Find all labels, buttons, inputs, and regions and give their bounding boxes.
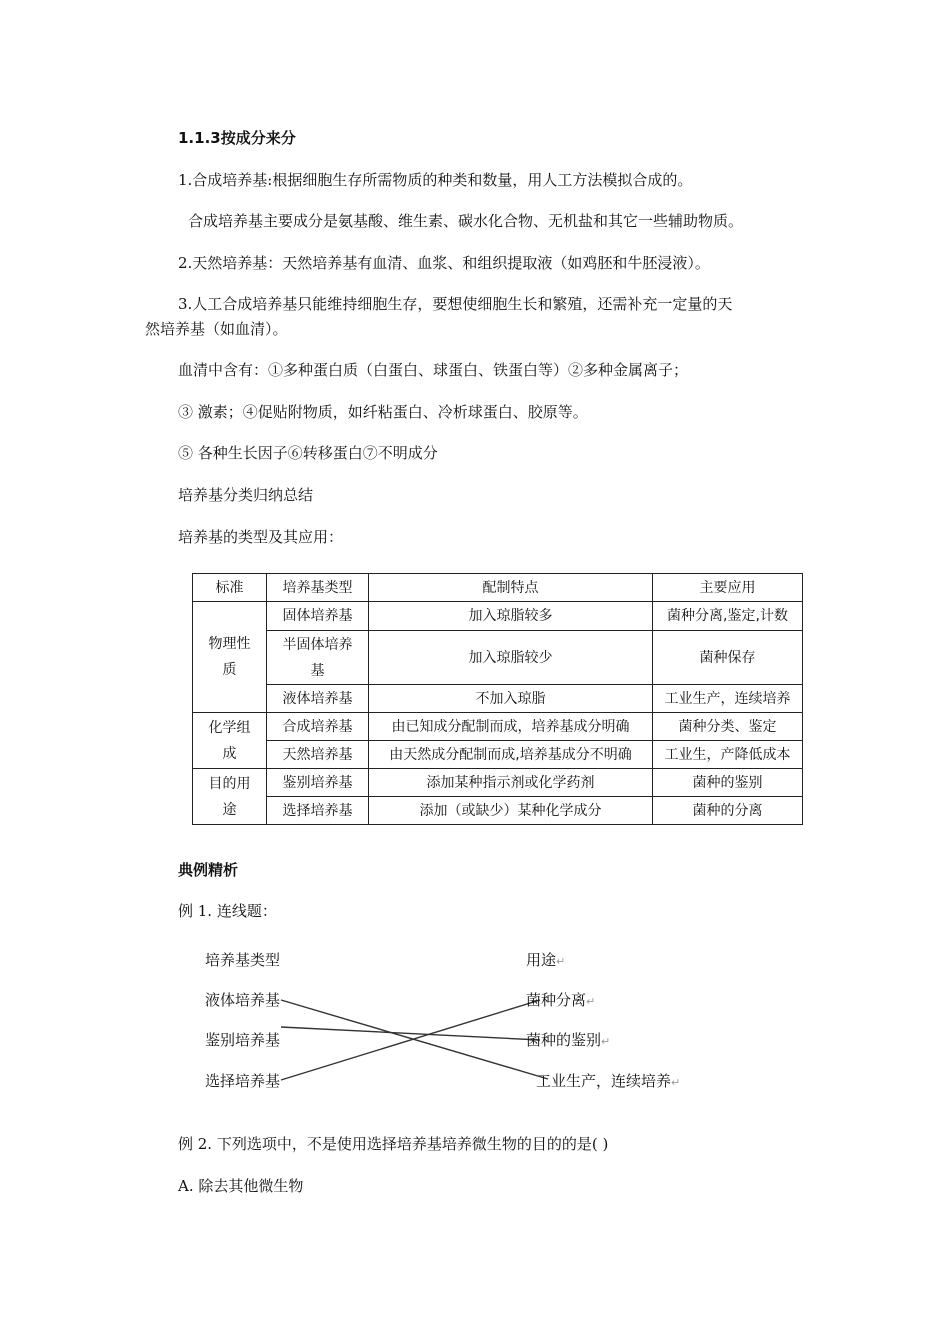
paragraph-serum-contents: 血清中含有：①多种蛋白质（白蛋白、球蛋白、铁蛋白等）②多种金属离子； (178, 361, 689, 379)
paragraph-hormones: ③ 激素；④促贴附物质，如纤粘蛋白、冷析球蛋白、胶原等。 (178, 403, 588, 421)
example1-title: 例 1. 连线题： (178, 902, 277, 920)
right-item-identification: 菌种的鉴别↵ (526, 1031, 611, 1049)
group-cell-physical: 物理性 质 (193, 602, 267, 713)
paragraph-supplement-line2: 然培养基（如血清）。 (145, 320, 288, 338)
example-heading: 典例精析 (178, 861, 239, 879)
paragraph-growth-factors: ⑤ 各种生长因子⑥转移蛋白⑦不明成分 (178, 444, 438, 462)
use-cell: 菌种分离,鉴定,计数 (653, 602, 803, 631)
use-cell: 菌种分类、鉴定 (653, 713, 803, 741)
medium-classification-table (192, 573, 803, 825)
feature-cell: 添加某种指示剂或化学药剂 (369, 769, 653, 797)
left-column-header: 培养基类型 (205, 951, 281, 969)
use-cell: 菌种保存 (653, 631, 803, 685)
matching-lines (0, 940, 950, 1100)
table-row (193, 631, 803, 685)
section-heading: 1.1.3按成分来分 (178, 129, 296, 147)
paragraph-mark-icon: ↵ (586, 995, 596, 1008)
table-row (193, 797, 803, 825)
matching-exercise (0, 940, 950, 1100)
right-column-header: 用途↵ (526, 951, 566, 969)
paragraph-mark-icon: ↵ (601, 1035, 611, 1048)
medium-type-cell: 半固体培养 基 (267, 631, 369, 685)
table-row (193, 713, 803, 741)
left-item-liquid: 液体培养基 (205, 991, 281, 1009)
table-header-cell: 主要应用 (653, 574, 803, 602)
use-cell: 工业生，产降低成本 (653, 741, 803, 769)
feature-cell: 加入琼脂较少 (369, 631, 653, 685)
table-header-cell: 配制特点 (369, 574, 653, 602)
paragraph-supplement-line1: 3.人工合成培养基只能维持细胞生存，要想使细胞生长和繁殖，还需补充一定量的天 (178, 295, 733, 313)
right-item-industrial: 工业生产，连续培养↵ (536, 1072, 681, 1090)
table-header-cell: 标准 (193, 574, 267, 602)
table-header-row (193, 574, 803, 602)
left-item-selective: 选择培养基 (205, 1072, 281, 1090)
medium-type-cell: 固体培养基 (267, 602, 369, 631)
table-row (193, 769, 803, 797)
paragraph-mark-icon: ↵ (556, 955, 566, 968)
medium-type-cell: 选择培养基 (267, 797, 369, 825)
feature-cell: 添加（或缺少）某种化学成分 (369, 797, 653, 825)
example2-option-a: A. 除去其他微生物 (178, 1177, 304, 1195)
paragraph-summary-title: 培养基分类归纳总结 (178, 486, 314, 504)
example2-question: 例 2. 下列选项中，不是使用选择培养基培养微生物的目的的是( ) (178, 1135, 609, 1153)
paragraph-natural-medium: 2.天然培养基：天然培养基有血清、血浆、和组织提取液（如鸡胚和牛胚浸液）。 (178, 254, 710, 272)
medium-type-cell: 液体培养基 (267, 685, 369, 713)
medium-type-cell: 鉴别培养基 (267, 769, 369, 797)
table-row (193, 602, 803, 631)
table-row (193, 685, 803, 713)
table-header-cell: 培养基类型 (267, 574, 369, 602)
right-item-isolation: 菌种分离↵ (526, 991, 596, 1009)
feature-cell: 由天然成分配制而成,培养基成分不明确 (369, 741, 653, 769)
paragraph-table-intro: 培养基的类型及其应用： (178, 528, 344, 546)
medium-type-cell: 合成培养基 (267, 713, 369, 741)
table-row (193, 741, 803, 769)
feature-cell: 加入琼脂较多 (369, 602, 653, 631)
feature-cell: 不加入琼脂 (369, 685, 653, 713)
paragraph-synthetic-medium: 1.合成培养基:根据细胞生存所需物质的种类和数量，用人工方法模拟合成的。 (178, 171, 693, 189)
group-cell-purpose: 目的用 途 (193, 769, 267, 825)
medium-type-cell: 天然培养基 (267, 741, 369, 769)
paragraph-mark-icon: ↵ (671, 1076, 681, 1089)
feature-cell: 由已知成分配制而成，培养基成分明确 (369, 713, 653, 741)
use-cell: 菌种的鉴别 (653, 769, 803, 797)
use-cell: 工业生产，连续培养 (653, 685, 803, 713)
use-cell: 菌种的分离 (653, 797, 803, 825)
left-item-differential: 鉴别培养基 (205, 1031, 281, 1049)
group-cell-chemical: 化学组 成 (193, 713, 267, 769)
paragraph-synthetic-components: 合成培养基主要成分是氨基酸、维生素、碳水化合物、无机盐和其它一些辅助物质。 (188, 212, 744, 230)
